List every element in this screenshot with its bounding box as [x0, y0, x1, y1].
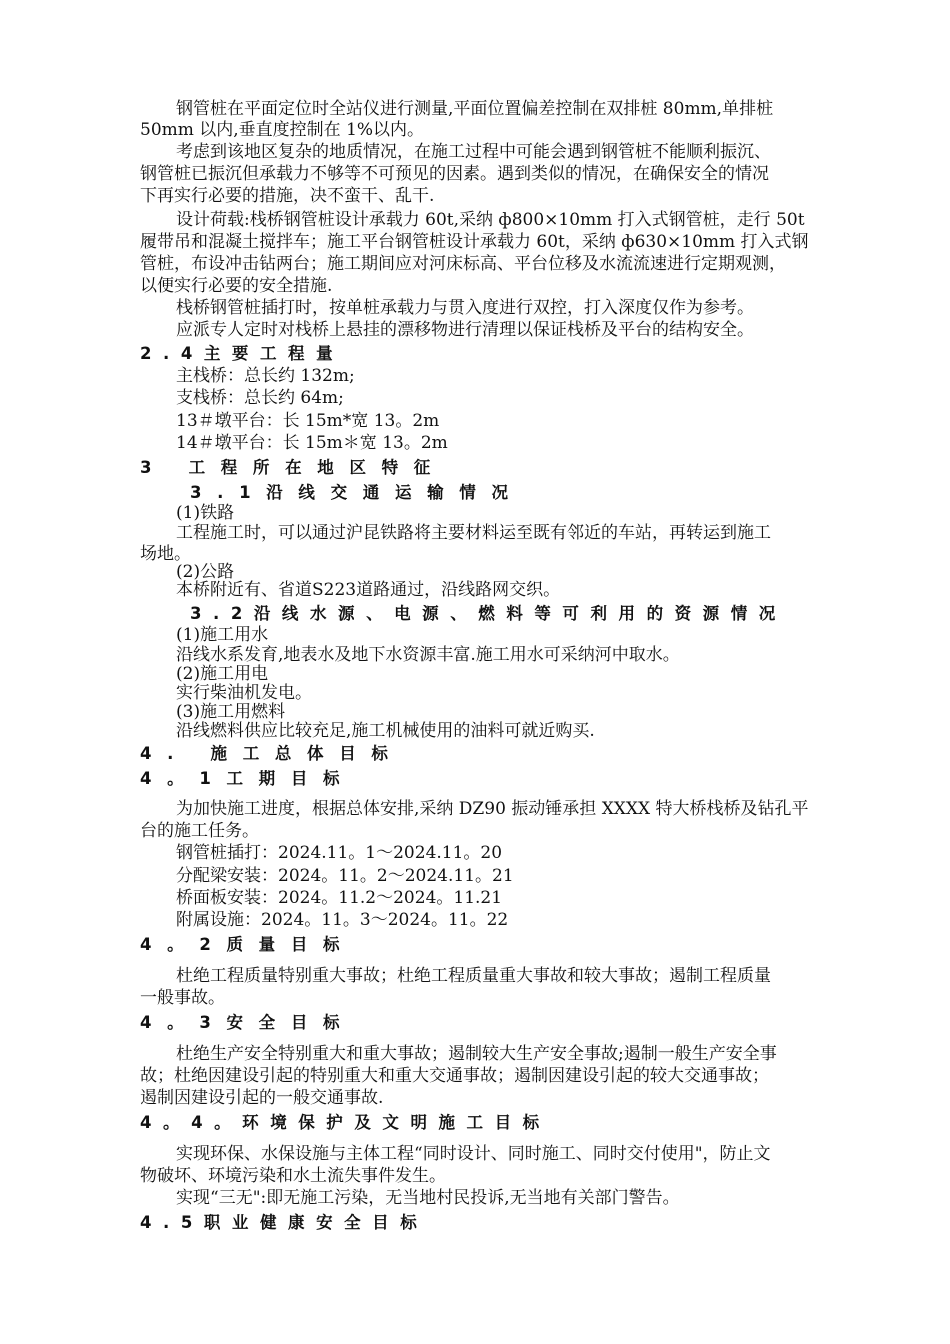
paragraph-line: 以便实行必要的安全措施.	[140, 276, 333, 296]
paragraph-line: 工程施工时，可以通过沪昆铁路将主要材料运至既有邻近的车站，再转运到施工	[176, 523, 771, 543]
paragraph-line: 考虑到该地区复杂的地质情况，在施工过程中可能会遇到钢管桩不能顺利振沉、	[176, 142, 771, 162]
paragraph-line: (1)施工用水	[176, 625, 269, 645]
schedule-line: 桥面板安装：2024。11.2～2024。11.21	[176, 888, 503, 908]
paragraph-line: 为加快施工进度，根据总体安排,采纳 DZ90 振动锤承担 XXXX 特大桥栈桥及钻孔平	[176, 799, 809, 819]
section-heading-3-1: 3.1沿线交通运输情况	[190, 483, 524, 502]
paragraph-line: 实现环保、水保设施与主体工程“同时设计、同时施工、同时交付使用"，防止文	[176, 1144, 771, 1164]
paragraph-line: 50mm 以内,垂直度控制在 1%以内。	[140, 120, 425, 140]
schedule-line: 分配梁安装：2024。11。2～2024.11。21	[176, 866, 514, 886]
paragraph-line: 主栈桥：总长约 132m;	[176, 366, 355, 386]
section-heading-4-5: 4.5职业健康安全目标	[140, 1213, 429, 1232]
section-heading-4-3: 4。3安全目标	[140, 1013, 356, 1032]
paragraph-line: 沿线燃料供应比较充足,施工机械使用的油料可就近购买.	[176, 721, 595, 741]
paragraph-line: (2)公路	[176, 562, 235, 582]
paragraph-line: 一般事故。	[140, 988, 225, 1008]
paragraph-line: 实现“三无":即无施工污染，无当地村民投诉,无当地有关部门警告。	[176, 1188, 680, 1208]
paragraph-line: 钢管桩已振沉但承载力不够等不可预见的因素。遇到类似的情况，在确保安全的情况	[140, 164, 769, 184]
section-heading-4-1: 4。1工期目标	[140, 769, 356, 788]
paragraph-line: 故；杜绝因建设引起的特别重大和重大交通事故；遏制因建设引起的较大交通事故；	[140, 1066, 769, 1086]
paragraph-line: 本桥附近有、省道S223道路通过，沿线路网交织。	[176, 580, 561, 600]
paragraph-line: 栈桥钢管桩插打时，按单桩承载力与贯入度进行双控，打入深度仅作为参考。	[176, 298, 754, 318]
paragraph-line: 支栈桥：总长约 64m;	[176, 388, 344, 408]
section-heading-4-2: 4。2质量目标	[140, 935, 356, 954]
section-heading-4: 4. 施工总体目标	[140, 744, 404, 763]
paragraph-line: (1)铁路	[176, 503, 235, 523]
section-heading-3-2: 3.2沿线水源、电源、燃料等可利用的资源情况	[190, 604, 787, 623]
section-heading-3: 3 工程所在地区特征	[140, 458, 446, 477]
paragraph-line: 13＃墩平台：长 15m*宽 13。2m	[176, 411, 440, 431]
paragraph-line: 物破坏、环境污染和水土流失事件发生。	[140, 1166, 446, 1186]
paragraph-line: 杜绝生产安全特别重大和重大事故；遏制较大生产安全事故;遏制一般生产安全事	[176, 1044, 777, 1064]
paragraph-line: 设计荷载:栈桥钢管桩设计承载力 60t,采纳 ф800×10mm 打入式钢管桩，走行 50t	[176, 210, 805, 230]
paragraph-line: 遏制因建设引起的一般交通事故.	[140, 1088, 384, 1108]
paragraph-line: 下再实行必要的措施，决不蛮干、乱干.	[140, 186, 435, 206]
paragraph-line: 管桩，布设冲击钻两台；施工期间应对河床标高、平台位移及水流流速进行定期观测，	[140, 254, 786, 274]
section-heading-2-4: 2.4主要工程量	[140, 344, 345, 363]
paragraph-line: 14＃墩平台：长 15m＊宽 13。2m	[176, 433, 448, 453]
paragraph-line: 沿线水系发育,地表水及地下水资源丰富.施工用水可采纳河中取水。	[176, 645, 680, 665]
paragraph-line: (3)施工用燃料	[176, 702, 286, 722]
schedule-line: 钢管桩插打：2024.11。1～2024.11。20	[176, 843, 503, 863]
paragraph-line: 履带吊和混凝土搅拌车；施工平台钢管桩设计承载力 60t，采纳 ф630×10mm 打入式钢	[140, 232, 809, 252]
paragraph-line: 杜绝工程质量特别重大事故；杜绝工程质量重大事故和较大事故；遏制工程质量	[176, 966, 771, 986]
paragraph-line: 应派专人定时对栈桥上悬挂的漂移物进行清理以保证栈桥及平台的结构安全。	[176, 320, 754, 340]
schedule-line: 附属设施：2024。11。3～2024。11。22	[176, 910, 509, 930]
section-heading-4-4: 4。4。环境保护及文明施工目标	[140, 1113, 551, 1132]
paragraph-line: (2)施工用电	[176, 664, 269, 684]
paragraph-line: 实行柴油机发电。	[176, 683, 312, 703]
paragraph-line: 场地。	[140, 544, 191, 564]
paragraph-line: 台的施工任务。	[140, 821, 259, 841]
paragraph-line: 钢管桩在平面定位时全站仪进行测量,平面位置偏差控制在双排桩 80mm,单排桩	[176, 99, 774, 119]
